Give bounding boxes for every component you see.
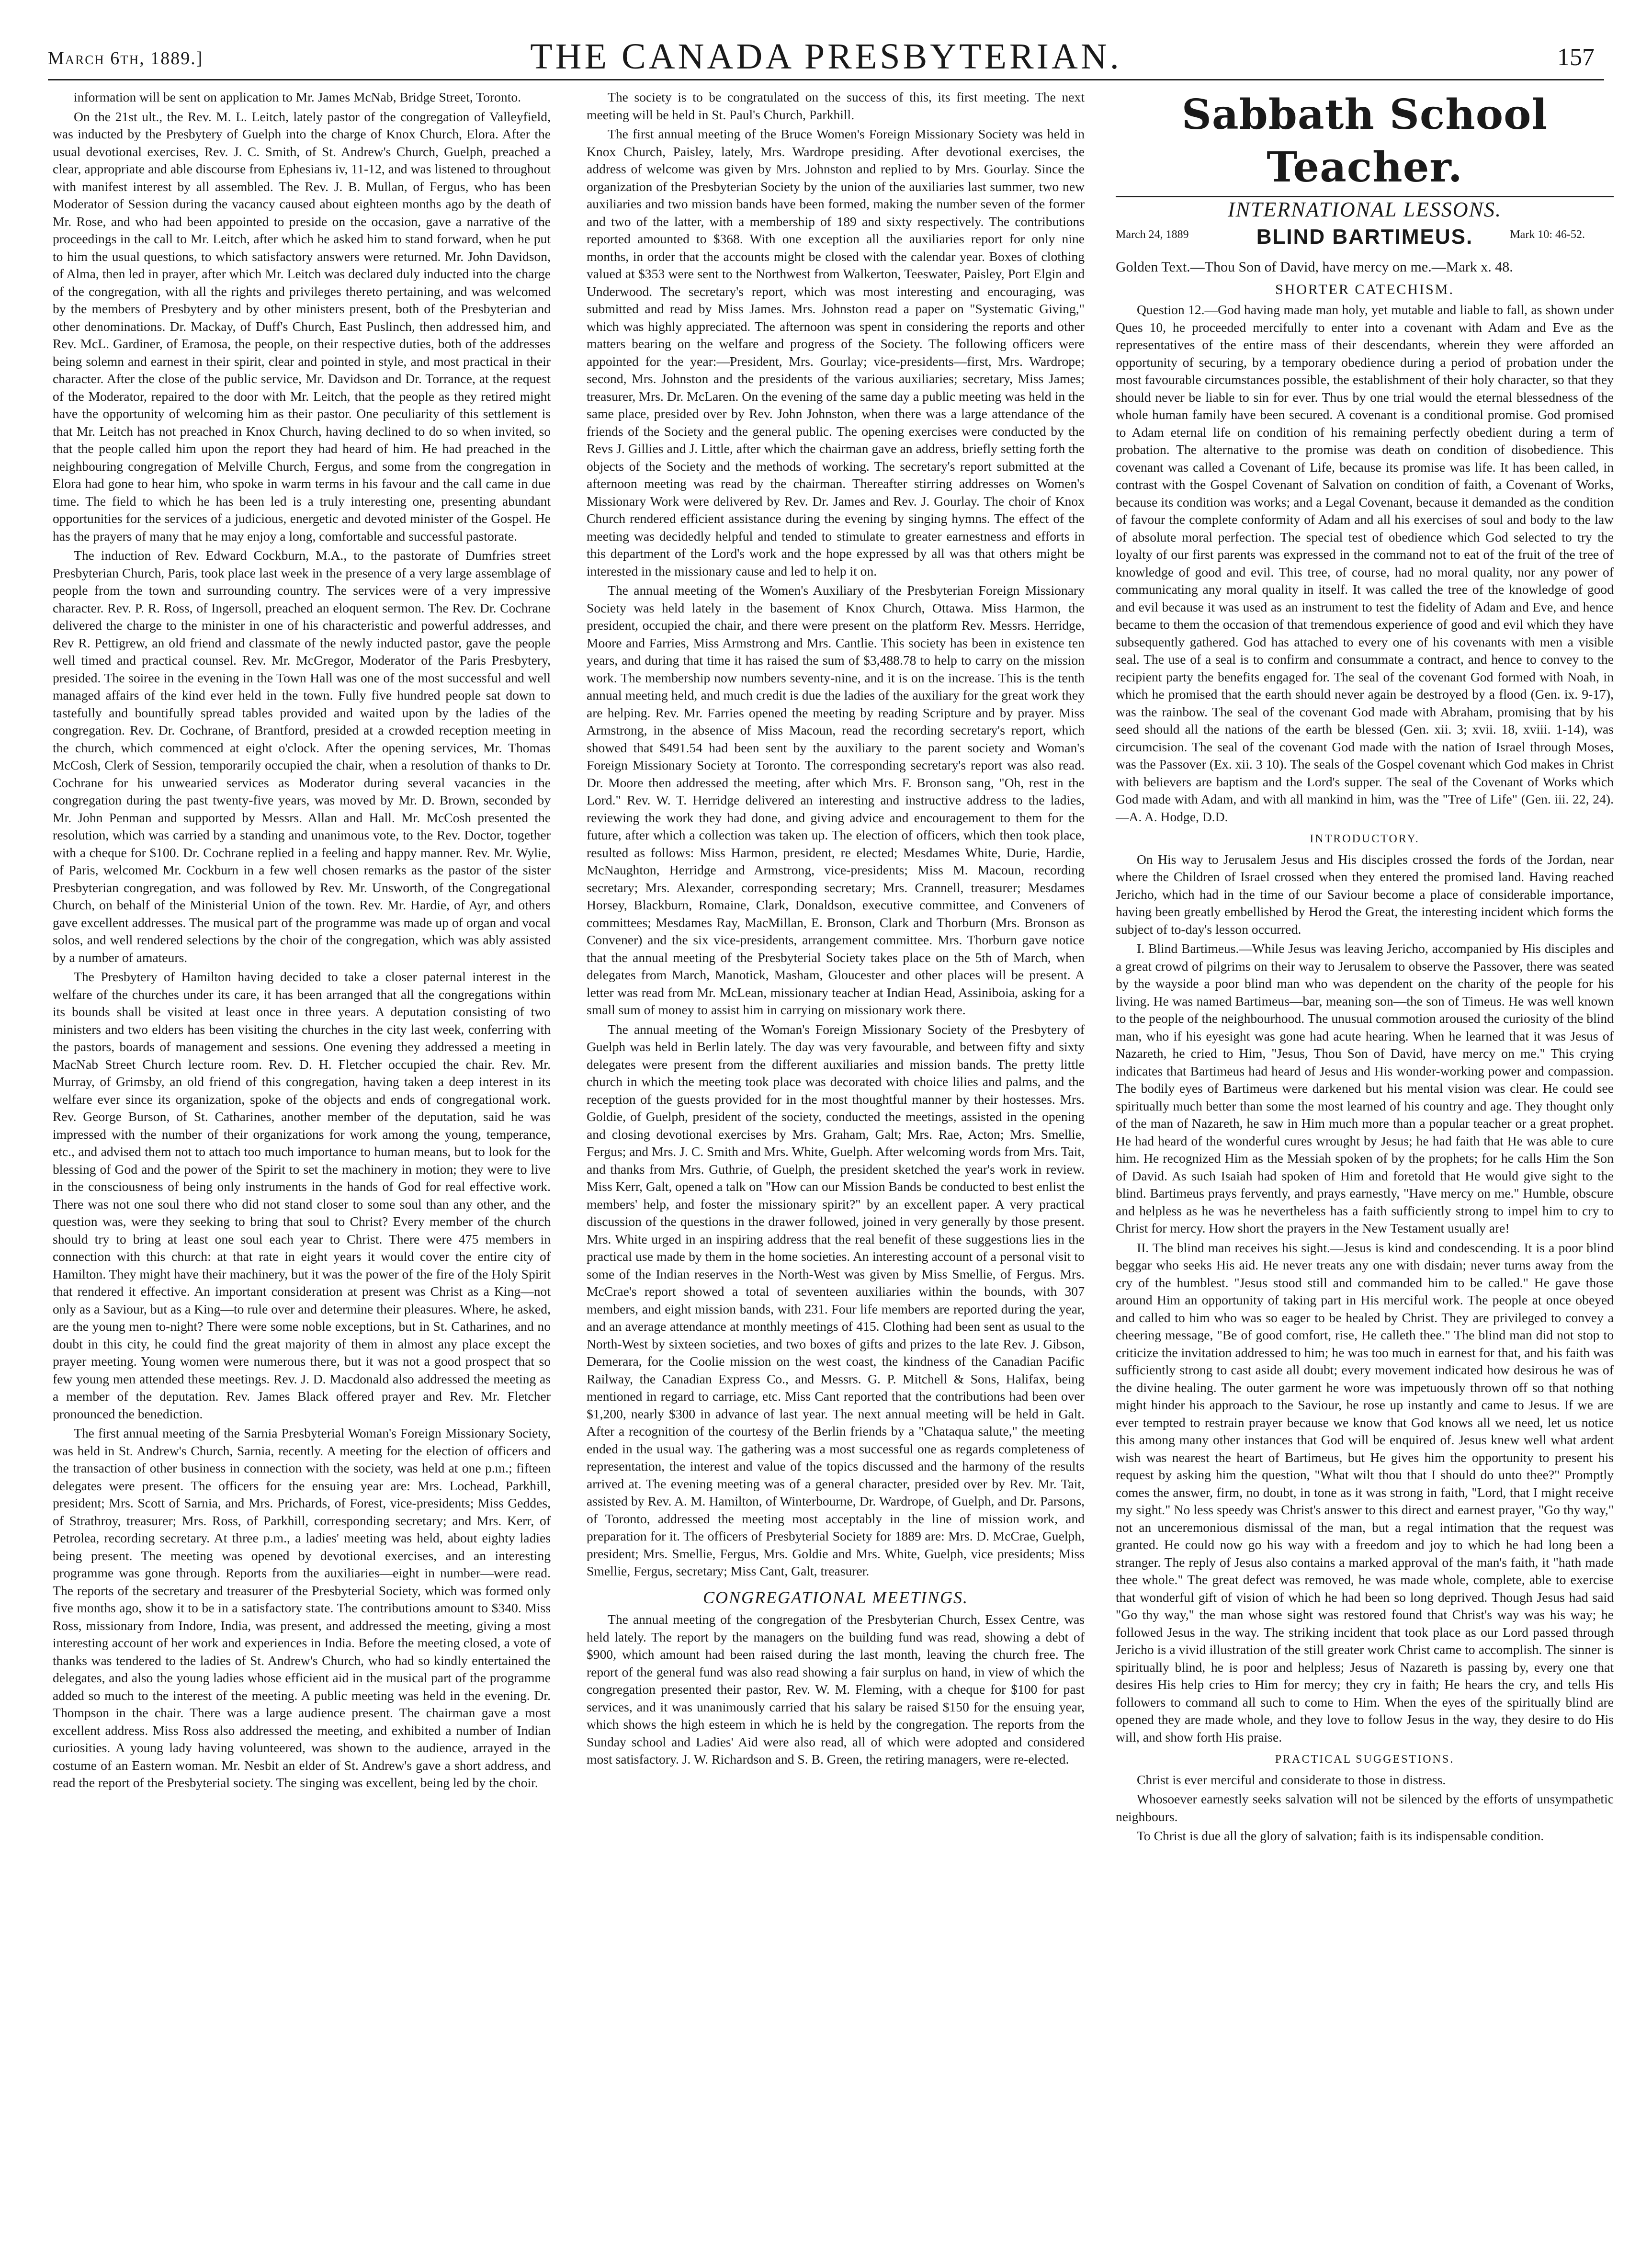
paragraph: The society is to be congratulated on the success of this, its first meeting. The next meeting will be held in St. Paul's Church, Parkhill. (587, 90, 1085, 122)
page-number: 157 (1557, 44, 1595, 71)
lesson-title: BLIND BARTIMEUS. (1256, 225, 1473, 249)
masthead-title: THE CANADA PRESBYTERIAN. (530, 36, 1122, 77)
paragraph: I. Blind Bartimeus.—While Jesus was leaving Jericho, accompanied by His disciples and a great crowd of pilgrims on their way to Jerusalem to observe the Passover, there was seated by the wayside a poor blind man who was dependent on the charity of the people for his living. He was named Bartimeus—bar, meaning son—the son of Timeus. He was well known to the people of the neighbourhood. The unusual commotion aroused the curiosity of the blind man, who if his eyesight was gone had acute hearing. When he learned that it was Jesus of Nazareth, he cried to Him, "Jesus, Thou Son of David, have mercy on me." This crying indicates that Bartimeus had heard of Jesus and His wonder-working power and compassion. The bodily eyes of Bartimeus were darkened but his mental vision was clear. He could see spiritually much better than some the most learned of his country and age. They thought only of the man of Nazareth, he saw in Him much more than a popular teacher or a great prophet. He had heard of the wonderful cures wrought by Jesus; he had faith that He was able to cure him. He recognized Him as the Messiah spoken of by the prophets; for he calls Him the Son of David. As such Isaiah had spoken of Him and foretold that He would give sight to the blind. Bartimeus prays fervently, and prays earnestly, "Have mercy on me." Humble, obscure and helpless as he was he nevertheless has a faith sufficiently strong to impel him to cry to Christ for mercy. How short the prayers in the New Testament usually are! (1116, 941, 1614, 1235)
golden-text: Golden Text.—Thou Son of David, have mercy on me.—Mark x. 48. (1116, 259, 1513, 275)
section-title-sabbath-school: Sabbath School Teacher. (1181, 91, 1548, 192)
international-lessons-heading: INTERNATIONAL LESSONS. (1116, 196, 1614, 219)
catechism-heading: SHORTER CATECHISM. (1275, 281, 1454, 297)
paragraph: The annual meeting of the Woman's Foreign Missionary Society of the Presbytery of Guelph was held in Berlin lately. The day was very favourable, and between fifty and sixty delegates were present from the different auxiliaries and mission bands. The pretty little church in which the meeting took place was decorated with choice lilies and palms, and the reception of the guests provided for in the most thoughtful manner by their hostesses. Mrs. Goldie, of Guelph, president of the society, conducted the meetings, assisted in the opening and closing devotional exercises by Mrs. Graham, Galt; Mrs. Rae, Acton; Mrs. Smellie, Fergus; and Mrs. J. C. Smith and Mrs. White, Guelph. After welcoming words from Mrs. Tait, and thanks from Mrs. Guthrie, of Guelph, the president sketched the year's work in review. Miss Kerr, Galt, opened a talk on "How can our Mission Bands be conducted to best enlist the members' help, and foster the missionary spirit?" by an excellent paper. A very practical discussion of the questions in the drawer followed, joined in very generally by those present. Mrs. White urged in an inspiring address that the real benefit of these suggestions lies in the practical use made by them in the home societies. An interesting account of a personal visit to some of the Indian reserves in the North-West was given by Miss Smellie, of Fergus. Mrs. McCrae's report showed a total of seventeen auxiliaries within the bounds, with 307 members, and eight mission bands, with 231. Four life members are reported during the year, and an average attendance at monthly meetings of 415. Clothing had been sent as usual to the North-West by sixteen societies, and two boxes of gifts and prizes to the late Rev. J. Gibson, Demerara, for the Coolie mission on the west coast, the kindness of the Canadian Pacific Railway, the Canadian Express Co., and Messrs. G. P. Mitchell & Sons, Halifax, being mentioned in regard to carriage, etc. Miss Cant reported that the contributions had been over $1,200, nearly $300 in advance of last year. The next annual meeting will be held in Galt. After a recognition of the courtesy of the Berlin friends by a "Chataqua salute," the meeting ended in the usual way. The gathering was a most successful one as regards completeness of representation, the interest and value of the topics discussed and the harmony of the results arrived at. The evening meeting was of a general character, presided over by Rev. Mr. Tait, assisted by Rev. A. M. Hamilton, of Winterbourne, Dr. Wardrope, of Guelph, and Dr. Parsons, of Toronto, addressed the meeting most acceptably in the line of mission work, and preparation for it. The officers of Presbyterial Society for 1889 are: Mrs. D. McCrae, Guelph, president; Mrs. Smellie, Fergus, Mrs. Goldie and Mrs. White, Guelph, vice presidents; Miss Smellie, Fergus, secretary; Miss Cant, Galt, treasurer. (587, 1021, 1085, 1578)
column-1 (53, 89, 551, 1794)
paragraph: Question 12.—God having made man holy, yet mutable and liable to fall, as shown under Ques 10, he proceeded mercifully to enter into a covenant with Adam and Eve as the representatives of the entire mass of their descendants, wherein they were afforded an opportunity of securing, by a temporary obedience during a period of probation under the most favourable circumstances possible, the establishment of their holy character, so that they should never be liable to sin for ever. Thus by one trial would the eternal blessedness of the whole human family have been secured. A covenant is a conditional promise. God promised to Adam eternal life on condition of his remaining perfectly obedient during a term of probation. The alternative to the promise was death on condition of disobedience. This covenant was called a Covenant of Life, because its promise was life. It has been called, in contrast with the Gospel Covenant of Salvation on condition of faith, a Covenant of Works, because its condition was works; and a Legal Covenant, because it demanded as the condition of favour the complete conformity of Adam and all his exercises of soul and body to the law of absolute moral perfection. The special test of obedience which God selected to try the loyalty of our first parents was expressed in the command not to eat of the fruit of the tree of knowledge of good and evil. This tree, of course, had no moral quality, nor any power of communicating any moral quality in itself. It was called the tree of the knowledge of good and evil because it was used as an instrument to test the fidelity of Adam and Eve, and hence became to them the occasion of that tremendous experience of good and evil which they have subsequently gathered. God has attached to every one of his covenants with men a visible seal. The use of a seal is to confirm and consummate a contract, and hence to convey to the recipient party the benefits engaged for. The seal of the covenant God formed with Noah, in which he promised that the earth should never again be destroyed by a flood (Gen. ix. 9-17), was the rainbow. The seal of the covenant God made with Abraham, promising that by his seed should all the nations of the earth be blessed (Gen. xii. 3; xvii. 18, xviii. 1-14), was circumcision. The seal of the covenant God made with the nation of Israel through Moses, was the Passover (Ex. xii. 3 10). The seals of the Gospel covenant which God makes in Christ with believers are baptism and the Lord's supper. The seal of the Covenant of Works which God made with Adam, and with all mankind in him, was the "Tree of Life" (Gen. iii. 22, 24).—A. A. Hodge, D.D. (1116, 302, 1614, 824)
paragraph: The annual meeting of the Women's Auxiliary of the Presbyterian Foreign Missionary Society was held lately in the basement of Knox Church, Ottawa. Miss Harmon, the president, occupied the chair, and there were present on the platform Rev. Messrs. Herridge, Moore and Farries, Miss Armstrong and Mrs. Cantlie. This society has been in existence ten years, and during that time it has raised the sum of $3,488.78 to help to carry on the mission work. The membership now numbers seventy-nine, and it is on the increase. This is the tenth annual meeting held, and much credit is due the ladies of the auxiliary for the great work they are helping. Rev. Mr. Farries opened the meeting by reading Scripture and by prayer. Miss Armstrong, in the absence of Miss Macoun, read the recording secretary's report, which showed that $491.54 had been sent by the auxiliary to the parent society and Woman's Foreign Missionary Society at Toronto. The corresponding secretary's report was also read. Dr. Moore then addressed the meeting, after which Mrs. F. Bronson sang, "Oh, rest in the Lord." Rev. W. T. Herridge delivered an interesting and instructive address to the ladies, reviewing the work they had done, and giving advice and encouragement to them for the future, after which a collection was taken up. The election of officers, which then took place, resulted as follows: Miss Harmon, president, re elected; Mesdames White, Durie, Hardie, McNaughton, Herridge and Armstrong, vice-presidents; Miss M. Macoun, recording secretary; Mrs. Alexander, corresponding secretary; Mrs. Crannell, treasurer; Mesdames Horsey, Blackburn, Romaine, Clark, Donaldson, executive committee, and Conveners of committees; Mesdames Ray, MacMillan, E. Bronson, Clark and Thorburn (Mrs. Bronson as Convener) and the six vice-presidents, arrangement committee. Mrs. Thorburn gave notice that the annual meeting of the Presbyterial Society takes place on the 5th of March, when delegates from March, Manotick, Masham, Gloucester and other places will be present. A letter was read from Mr. McLean, missionary teacher at Indian Head, Assiniboia, asking for a small sum of money to assist him in carrying on missionary work there. (587, 583, 1085, 1017)
page-header (48, 14, 1604, 77)
paragraph: The first annual meeting of the Bruce Women's Foreign Missionary Society was held in Knox Church, Paisley, lately, Mrs. Wardrope presiding. After devotional exercises, the address of welcome was given by Mrs. Johnston and replied to by Mrs. Gourlay. Since the organization of the Presbyterian Society by the union of the auxiliaries last summer, two new auxiliaries and two mission bands have been formed, making the number seven of the former and two of the latter, with a membership of 189 and sixty respectively. The contributions reported amounted to $368. With one exception all the auxiliaries report for only nine months, in order that the accounts might be closed with the calendar year. Boxes of clothing valued at $353 were sent to the Northwest from Walkerton, Teeswater, Paisley, Port Elgin and Underwood. The secretary's report, which was most interesting and encouraging, was submitted and read by Miss James. Mrs. Johnston read a paper on "Systematic Giving," which was highly appreciated. The afternoon was spent in considering the reports and other matters bearing on the welfare and progress of the Society. The following officers were appointed for the year:—President, Mrs. Gourlay; vice-presidents—first, Mrs. Wardrope; second, Mrs. Johnston and the presidents of the various auxiliaries; secretary, Miss James; treasurer, Mrs. Dr. McLaren. On the evening of the same day a public meeting was held in the same place, presided over by Rev. John Johnston, when there was a large attendance of the friends of the Society and the general public. The opening exercises were conducted by the Revs J. Gillies and J. Little, after which the chairman gave an address, briefly setting forth the objects of the Society and the methods of working. The secretary's report submitted at the afternoon meeting was read by the chairman. Thereafter stirring addresses on Women's Missionary Work were delivered by Rev. Dr. James and Rev. J. Gourlay. The choir of Knox Church rendered efficient assistance during the evening by singing hymns. The effect of the meeting was decidedly helpful and tended to stimulate to greater earnestness and efforts in this department of the Lord's work and the hope expressed by all was that others might be interested in the missionary cause and led to help it on. (587, 126, 1085, 578)
header-rule (48, 79, 1604, 80)
lesson-header (1116, 226, 1614, 255)
practical-suggestions-heading: PRACTICAL SUGGESTIONS. (1275, 1753, 1455, 1766)
paragraph: On His way to Jerusalem Jesus and His disciples crossed the fords of the Jordan, near where the Children of Israel crossed when they entered the promised land. Having reached Jericho, which had in the time of our Saviour become a place of considerable importance, having been greatly embellished by Herod the Great, the interesting incident which forms the subject of to-day's lesson occurred. (1116, 851, 1614, 937)
issue-date: March 6th, 1889.] (48, 48, 204, 68)
paragraph: Christ is ever merciful and considerate to those in distress. (1137, 1772, 1446, 1787)
lesson-date: March 24, 1889 (1116, 228, 1189, 241)
lesson-reference: Mark 10: 46-52. (1510, 228, 1585, 241)
paragraph: Whosoever earnestly seeks salvation will not be silenced by the efforts of unsympathetic neighbours. (1116, 1791, 1614, 1824)
section-heading-congregational: CONGREGATIONAL MEETINGS. (702, 1587, 969, 1607)
paragraph: II. The blind man receives his sight.—Jesus is kind and condescending. It is a poor blind beggar who seeks His aid. He never treats any one with disdain; never turns away from the cry of the humblest. "Jesus stood still and commanded him to be called." He gave those around Him an opportunity of taking part in His merciful work. The people at once obeyed and called to him who was so eager to be healed by Christ. They are privileged to convey a cheering message, "Be of good comfort, rise, He calleth thee." The blind man did not stop to criticize the invitation addressed to him; he was too much in earnest for that, and his faith was sufficiently strong to cast aside all doubt; every movement indicated how desirous he was of the divine healing. The outer garment he wore was impetuously thrown off so that nothing might hinder his approach to the Saviour, he rose up instantly and came to Jesus. If we are ever tempted to restrain prayer because we know that God knows all we need, let us notice this among many other instances that God will be enquired of. Jesus knew well what ardent wish was nearest the heart of Bartimeus, but He gives him the opportunity to present his request by asking him the question, "What wilt thou that I should do unto thee?" Promptly comes the answer, firm, no doubt, in tone as it was strong in faith, "Lord, that I might receive my sight." No less speedy was Christ's answer to this direct and earnest prayer, "Go thy way," not an unceremonious dismissal of the man, but a regal intimation that the request was granted. He could now go his way with a freedom and joy to which he had long been a stranger. The reply of Jesus also contains a marked approval of the man's faith, it "hath made thee whole." The great defect was removed, he was made whole, complete, able to exercise that wonderful gift of vision of which he had been so long deprived. Though Jesus had said "Go thy way," the man whose sight was restored found that Christ's way was his way; he followed Jesus in the way. The striking incident that took place as our Lord passed through Jericho is a vivid illustration of the still greater work Christ came to accomplish. The sinner is spiritually blind, he is poor and helpless; Jesus of Nazareth is passing by, every one that desires His help cries to Him for mercy; they cry in faith; He hears the cry, and tells His followers to command all such to come to Him. When the eyes of the spiritually blind are opened they are made whole, and they love to follow Jesus in the way, they desire to do His will, and show forth His praise. (1116, 1240, 1614, 1744)
paragraph: The first annual meeting of the Sarnia Presbyterial Woman's Foreign Missionary Society, was held in St. Andrew's Church, Sarnia, recently. A meeting for the election of officers and the transaction of other business in connection with the society, was held at one p.m.; fifteen delegates were present. The officers for the ensuing year are: Mrs. Lochead, Parkhill, president; Mrs. Scott of Sarnia, and Mrs. Prichards, of Forest, vice-presidents; Miss Geddes, of Strathroy, treasurer; Mrs. Ross, of Parkhill, corresponding secretary; and Mrs. Kerr, of Petrolea, recording secretary. At three p.m., a ladies' meeting was held, about eighty ladies being present. The meeting was opened by devotional exercises, and an interesting programme was gone through. Reports from the auxiliaries—eight in number—were read. The reports of the secretary and treasurer of the Presbyterial Society, which was formed only five months ago, show it to be in a satisfactory state. The contributions amount to $340. Miss Ross, missionary from Indore, India, was present, and addressed the meeting, giving a most interesting account of her work and experiences in India. Before the meeting closed, a vote of thanks was tendered to the ladies of St. Andrew's Church, who had so kindly entertained the delegates, and also the young ladies whose efficient aid in the musical part of the programme added so much to the interest of the meeting. A public meeting was held in the evening. Dr. Thompson in the chair. There was a large audience present. The chairman gave a most excellent address. Miss Ross also addressed the meeting, and exhibited a number of Indian curiosities. A young lady having volunteered, was shown to the audience, arrayed in the costume of an Eastern woman. Mr. Nesbit an elder of St. Andrew's gave a short address, and read the report of the Presbyterial society. The singing was excellent, being led by the choir. (53, 1426, 551, 1790)
paragraph: On the 21st ult., the Rev. M. L. Leitch, lately pastor of the congregation of Valleyfield, was inducted by the Presbytery of Guelph into the charge of Knox Church, Elora. After the usual devotional exercises, Rev. J. C. Smith, of St. Andrew's Church, Guelph, preached a clear, appropriate and able discourse from Ephesians iv, 11-12, and was listened to throughout with manifest interest by all assembled. The Rev. J. B. Mullan, of Fergus, who has been Moderator of Session during the vacancy caused about eighteen months ago by the death of Mr. Rose, and who had been appointed to preside on the occasion, gave a narrative of the proceedings in the call to Mr. Leitch, after which he asked him to stand forward, when he put to him the usual questions, to which satisfactory answers were returned. Mr. John Davidson, of Alma, then led in prayer, after which Mr. Leitch was declared duly inducted into the charge of the congregation, with all the rights and privileges thereto pertaining, and was welcomed by the members of Presbytery and by other ministers present, both of the Presbyterian and other denominations. Dr. Mackay, of Duff's Church, East Puslinch, then addressed him, and Rev. McL. Gardiner, of Eramosa, the people, on their respective duties, both of the addresses being solemn and earnest in their spirit, clear and pointed in style, and most practical in their character. After the close of the public service, Mr. Davidson and Dr. Torrance, at the request of the Moderator, repaired to the door with Mr. Leitch, that the people as they retired might have the opportunity of welcoming him as their pastor. One peculiarity of this settlement is that Mr. Leitch has not preached in Knox Church, having declined to do so when invited, so that the people called him upon the report they had heard of him. He had preached in the neighbouring congregation of Melville Church, Fergus, and some from the congregation in Elora had gone to hear him, who spoke in warm terms in his favour and the call came in due time. The field to which he has been led is a truly interesting one, presenting abundant opportunities for the services of a judicious, energetic and devoted minister of the Gospel. He has the prayers of many that he may enjoy a long, comfortable and successful pastorate. (53, 109, 551, 544)
paragraph: The Presbytery of Hamilton having decided to take a closer paternal interest in the welfare of the churches under its care, it has been arranged that all the congregations within its bounds shall be visited at least once in three years. A deputation consisting of two ministers and two elders has been visiting the churches in the city last week, conferring with the pastors, boards of management and sessions. One evening they addressed a meeting in MacNab Street Church lecture room. Rev. D. H. Fletcher occupied the chair. Rev. Mr. Murray, of Grimsby, an old friend of this congregation, having taken a deep interest in its welfare ever since its organization, spoke of the objects and ends of congregational work. Rev. George Burson, of St. Catharines, another member of the deputation, said he was impressed with the number of their organizations for work among the young, temperance, etc., and advised them not to attach too much importance to human means, but to look for the blessing of God and the power of the Spirit to set the machinery in motion; they were to live in the consciousness of being only instruments in the hands of God for real effective work. There was not one soul there who did not stand closer to some soul than any other, and the question was, were they seeking to bring that soul to Christ? Every member of the church should try to bring at least one soul each year to Christ. There were 475 members in connection with this church: at that rate in eight years it would cover the entire city of Hamilton. They might have their machinery, but it was the power of the fire of the Holy Spirit that rendered it effective. An important consideration at present was Christ as a King—not only as a Saviour, but as a King—to rule over and determine their pleasures. Where, he asked, are the young men to-night? There were some noble exceptions, but in St. Catharines, and no doubt in this city, he could find the great majority of them in almost any place except the prayer meeting. Young women were numerous there, but it was not a good prospect that so few young men attended these meetings. Rev. J. D. Macdonald also addressed the meeting as a member of the deputation. Rev. James Black offered prayer and Rev. Mr. Fletcher pronounced the benediction. (53, 969, 551, 1421)
introductory-heading: INTRODUCTORY. (1310, 833, 1420, 845)
paragraph: To Christ is due all the glory of salvation; faith is its indispensable condition. (1137, 1828, 1544, 1843)
column-2 (587, 89, 1085, 1770)
paragraph: information will be sent on application to Mr. James McNab, Bridge Street, Toronto. (74, 90, 521, 104)
column-3 (1116, 89, 1614, 1847)
paragraph: The annual meeting of the congregation of the Presbyterian Church, Essex Centre, was held lately. The report by the managers on the building fund was read, showing a debt of $900, which amount had been raised during the last month, leaving the church free. The report of the general fund was also read showing a fair surplus on hand, in view of which the congregation presented their pastor, Rev. W. M. Fleming, with a cheque for $100 for past services, and it was unanimously carried that his salary be raised $150 for the ensuing year, which shows the high esteem in which he is held by the congregation. The reports from the Sunday school and Ladies' Aid were also read, all of which were adopted and considered most satisfactory. J. W. Richardson and S. B. Green, the retiring managers, were re-elected. (587, 1612, 1085, 1767)
paragraph: The induction of Rev. Edward Cockburn, M.A., to the pastorate of Dumfries street Presbyterian Church, Paris, took place last week in the presence of a very large assemblage of people from the town and surrounding country. The services were of a very impressive character. Rev. P. R. Ross, of Ingersoll, preached an eloquent sermon. The Rev. Dr. Cochrane delivered the charge to the minister in one of his characteristic and powerful addresses, and Rev R. Pettigrew, an old friend and classmate of the newly inducted pastor, gave the people well timed and practical counsel. Rev. Mr. McGregor, Moderator of the Paris Presbytery, presided. The soiree in the evening in the Town Hall was one of the most successful and well managed affairs of the kind ever held in the town. Fully five hundred people sat down to tastefully and bountifully spread tables provided and waited upon by the ladies of the congregation. Rev. Dr. Cochrane, of Brantford, presided at a crowded reception meeting in the church, which commenced at eight o'clock. After the opening services, Mr. Thomas McCosh, Clerk of Session, temporarily occupied the chair, when a resolution of thanks to Dr. Cochrane for his unwearied services as Moderator during several vacancies in the congregation during the past twenty-five years, was moved by Mr. D. Brown, seconded by Mr. John Penman and supported by Messrs. Allan and Hall. Mr. McCosh presented the resolution, which was carried by a standing and unanimous vote, to the Rev. Doctor, together with a cheque for $100. Dr. Cochrane replied in a feeling and happy manner. Rev. Mr. Wylie, of Paris, welcomed Mr. Cockburn in a few well chosen remarks as the pastor of the sister Presbyterian congregation, and was followed by Rev. Mr. Unsworth, of the Congregational Church, on behalf of the Ministerial Union of the town. Rev. Mr. Hardie, of Ayr, and others gave excellent addresses. The musical part of the programme was made up of organ and vocal solos, and well rendered selections by the choir of the congregation, which was ably assisted by a number of amateurs. (53, 548, 551, 965)
